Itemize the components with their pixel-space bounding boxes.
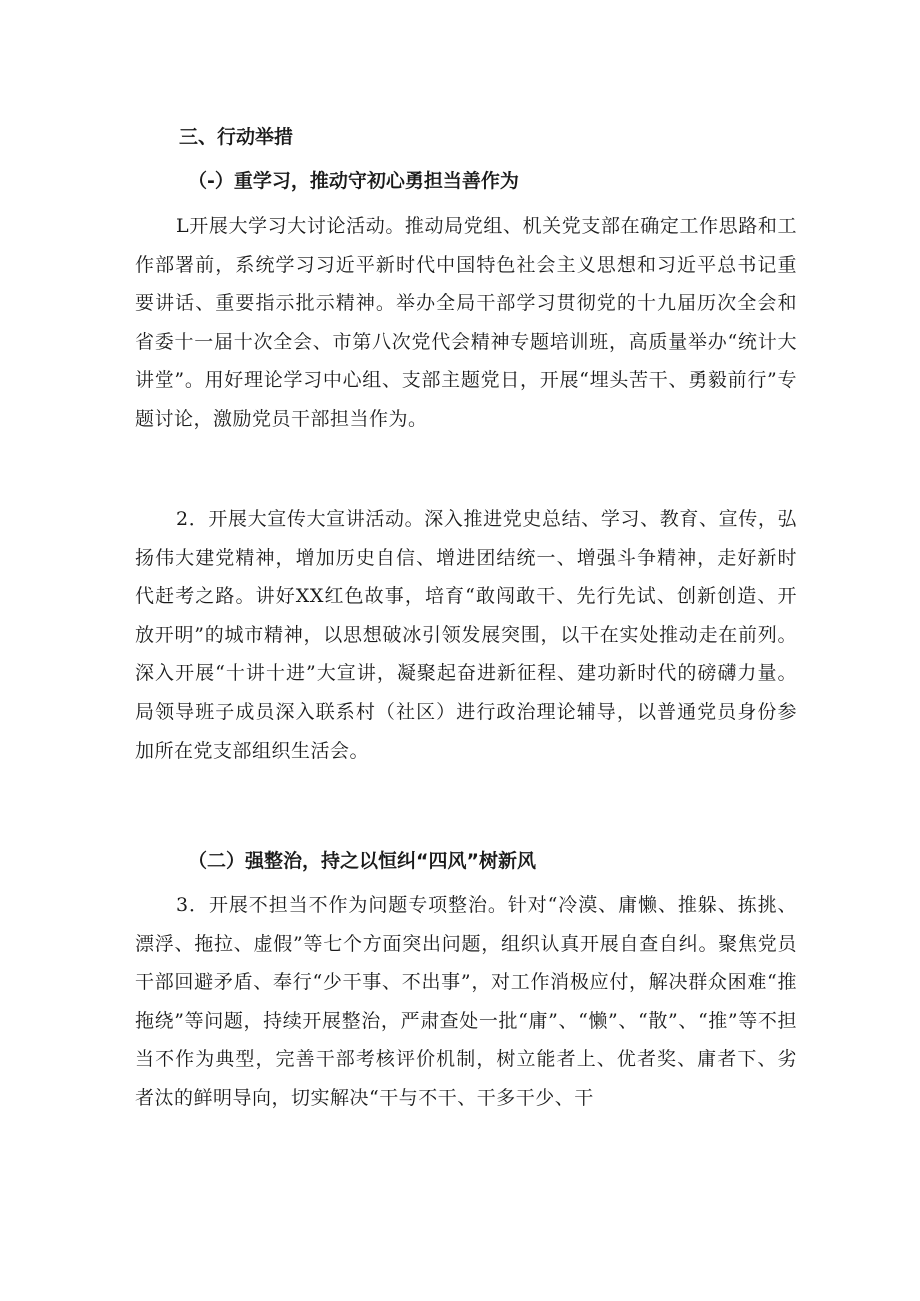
subsection-heading-rectification: （二）强整治，持之以恒纠“四风”树新风 xyxy=(188,850,536,872)
paragraph-special-rectification: 3．开展不担当不作为问题专项整治。针对“冷漠、庸懒、推躲、拣挑、漂浮、拖拉、虚假”等七个方面突出问题，组织认真开展自查自纠。聚焦党员干部回避矛盾、奉行“少干事、不出事”，对工作消极应付，解决群众困难“推拖绕”等问题，持续开展整治，严肃查处一批“庸”、“懒”、“散”、“推”等不担当不作为典型，完善干部考核评价机制，树立能者上、优者奖、庸者下、劣者汰的鲜明导向，切实解决“干与不干、干多干少、干 xyxy=(135,894,797,1109)
paragraph-study-discussion: L开展大学习大讨论活动。推动局党组、机关党支部在确定工作思路和工作部署前，系统学习习近平新时代中国特色社会主义思想和习近平总书记重要讲话、重要指示批示精神。举办全局干部学习贯彻党的十九届历次全会和省委十一届十次全会、市第八次党代会精神专题培训班，高质量举办“统计大讲堂”。用好理论学习中心组、支部主题党日，开展“埋头苦干、勇毅前行”专题讨论，激励党员干部担当作为。 xyxy=(135,215,797,430)
subsection-heading-study: （-）重学习，推动守初心勇担当善作为 xyxy=(188,170,519,192)
paragraph-publicity-lecture: 2．开展大宣传大宣讲活动。深入推进党史总结、学习、教育、宣传，弘扬伟大建党精神，增加历史自信、增进团结统一、增强斗争精神，走好新时代赶考之路。讲好XX红色故事，培育“敢闯敢干、先行先试、创新创造、开放开明”的城市精神，以思想破冰引领发展突围，以干在实处推动走在前列。深入开展“十讲十进”大宣讲，凝聚起奋进新征程、建功新时代的磅礴力量。局领导班子成员深入联系村（社区）进行政治理论辅导，以普通党员身份参加所在党支部组织生活会。 xyxy=(135,508,797,762)
section-heading: 三、行动举措 xyxy=(179,126,294,148)
